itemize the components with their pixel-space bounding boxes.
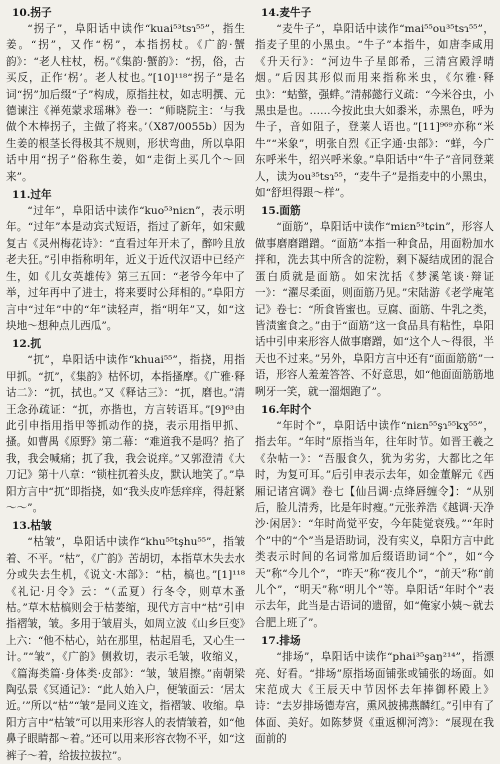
entry-mianjin <box>255 203 494 399</box>
entry-heading: 11.过年 <box>12 189 52 202</box>
right-column <box>255 4 494 746</box>
entry-mainiuzi <box>255 5 494 201</box>
entry-body: “扤”，阜阳话中读作“khuai⁵⁵”，指挠，用指甲抓。“扤”，《集韵》枯怀切，本指搔摩。《广雅·释诂二》：“扤，拭也。”又《释诂三》：“扤，磨也。”清王念孙疏证：“扤，亦揩也，方言转语耳。”[9]⁶³由此引申指用指甲等抓动作的挠，表示用指甲抓、搔。如曹禺《原野》第二幕：“难道我不是吗？掐了我，我会喊痛；扤了我，我会说痒。”又郭澄清《大刀记》第十八章：“锁柱扤着头皮，默认地笑了。”阜阳方言中“扤”即指挠，如“我头皮咋恁痒痒，得赶紧～～”。 <box>6 354 245 514</box>
left-column <box>6 4 245 762</box>
entry-body: “面筋”，阜阳话中读作“miɛn⁵³tɕin”，形容人做事磨磨蹭蹭。“面筋”本指一种食品，用面粉加水拌和，洗去其中所含的淀粉，剩下凝结成团的混合蛋白质就是面筋。如宋沈括《梦溪笔谈·辩证一》：“濯尽柔面，则面筋乃见。”宋陆游《老学庵笔记》卷七：“所食皆蜜也。豆腐、面筋、牛乳之类，皆渍蜜食之。”由于“面筋”这一食品具有粘性，阜阳话中引申来形容人做事磨蹭，如“这个人～得很，半天也不过来。”另外，阜阳方言中还有“面面筋筋”一语，形容人羞羞答答、不好意思，如“他面面筋筋地咧牙一笑，就一溜烟跑了”。 <box>255 221 494 398</box>
entry-body: “过年”，阜阳话中读作“kuo⁵³niɛn”，表示明年。“过年”本是动宾式短语，指过了新年，如宋戴复古《灵州梅花诗》：“直看过年开未了，醉吟且放老夫狂。”引申指称明年，近义于近代汉语中已经产生，如《儿女英雄传》第三五回：“老爷今年中了举，过年再中了进士，将来要时公拜相的。”阜阳方言中“过年”中的“年”读轻声，指“明年”又，如“这块地～想种点儿西瓜”。 <box>6 205 245 332</box>
entry-guonian <box>6 187 245 334</box>
entry-nianshige <box>255 402 494 631</box>
entry-body: “枯皱”，阜阳话中读作“khu⁵⁵tşhu⁵⁵”，指皱着、不平。“枯”，《广韵》苦胡切，本指草木失去水分或失去生机，《说文·木部》：“枯，槁也。”[1]¹¹⁸《礼记·月令》云：“（孟夏）行冬令，则草木蚤枯。”草木枯槁则会于枯萎缩，现代方言中“枯”引申指褶皱，皱。多用于皱眉头，如周立波《山乡巨变》上六：“他不枯心，站在那里，枯起眉毛，又心生一计。”“皱”，《广韵》侧救切，表示毛皱，收缩义，《篇海类篇·身体类·皮部》：“皱，皱眉擦。”南朝梁陶弘景《冥通记》：“此人始入户，便皱面云：‘居太近。’”所以“枯”“皱”是同义连文，指褶皱、收缩。阜阳方言中“枯皱”可以用来形容人的表情皱着，如“他鼻子眼睛都～着。”还可以用来形容衣物不平，如“这裤子～着，给拔拉拔拉”。 <box>6 536 245 762</box>
entry-guaizi <box>6 5 245 185</box>
entry-heading: 10.拐子 <box>12 7 52 19</box>
entry-heading: 14.麦牛子 <box>261 7 312 19</box>
entry-body: “年时个”，阜阳话中读作“niɛn⁵⁵şɿ⁵⁵kɣ⁵⁵”，指去年。“年时”原指当年，往年时节。如晋王羲之《杂帖一》：“吾服食久，犹为劣劣，大都比之年时，为复可耳。”后引申表示去年，如金董解元《西厢记诸宫调》卷七【仙吕调·点绛唇缠令】：“从别后，脸儿清秀，比是年时瘦。”元张养浩《越调·天净沙·闲居》：“年时尚觉平安，今年陡觉衰残。”“年时个”中的“个”当是语助词，没有实义，阜阳方言中此类表示时间的名词常加后缀语助词“个”，如“今天”称“今儿个”，“昨天”称“夜儿个”，“前天”称“前儿个”，“明天”称“明儿个”等。阜阳话“年时个”表示去年，此当是古语词的遗留，如“俺家小姨～就去合肥上班了”。 <box>255 419 494 629</box>
entry-body: “拐子”，阜阳话中读作“kuai⁵³tsɿ⁵⁵”，指生姜。“拐”，又作“柺”，本指拐杖。《广韵·蟹韵》：“老人柱杖，柺。”《集韵·蟹韵》：“拐，俗，古买反，正作‘柺’。老人杖也。”[10]¹¹⁸“拐子”是名词“拐”加后缀“子”构成，原指拄杖，如志明撰、元德谏注《禅苑蒙求瑶琳》卷一：“师晓院主：‘与我做个木棒拐子，主做了将来。’（X87/0055b）因为生姜的根茎长得极其不规则，形状弯曲，所以阜阳话中用“拐子”俗称生姜，如“走街上买几个～回来”。 <box>6 23 245 183</box>
entry-heading: 12.扤 <box>12 338 42 351</box>
entry-paichang <box>255 633 494 747</box>
entry-body: “麦牛子”，阜阳话中读作“mai⁵⁵ou³⁵tsɿ⁵⁵”，指麦子里的小黑虫。“牛子”本指牛，如唐李咸用《升天行》：“河边牛子星郎希，三清宫殿浮晴烟。”后因其形似而用来指称米虫，《尔雅·释虫》：“蛄螫，强蝆。”清郝懿行义疏：“今米谷虫，小黑虫是也。……今按此虫大如黍米，赤黑色，呼为牛子，音如阻子，登莱人语也。”[11]⁹⁶⁹亦称“米牛”“米象”，明张自烈《正字通·虫部》：“蛘，今广东呼米牛，绍兴呼米象。”阜阳话中“牛子”音同登莱人，读为ou³⁵tsɿ⁵⁵，“麦牛子”是指麦中的小黑虫，如“舒坦得跟～样”。 <box>255 23 494 200</box>
entry-heading: 15.面筋 <box>261 205 301 218</box>
entry-heading: 17.排场 <box>261 635 301 648</box>
entry-kuai <box>6 336 245 516</box>
entry-kuzhou <box>6 518 245 764</box>
entry-body: “排场”，阜阳话中读作“phai³⁵şaŋ²¹⁴”，指漂亮、好看。“排场”原指场面铺张或铺张的场面。如宋范成大《王辰天中节因怀去年捧御杯殿上》诗：“去岁排场德寿宫，熏风披拂燕麟红。”引申有了体面、美好。如陈梦贤《重返柳河湾》：“展现在我面前的 <box>255 651 494 746</box>
entry-heading: 13.枯皱 <box>12 520 52 533</box>
entry-heading: 16.年时个 <box>261 403 312 416</box>
